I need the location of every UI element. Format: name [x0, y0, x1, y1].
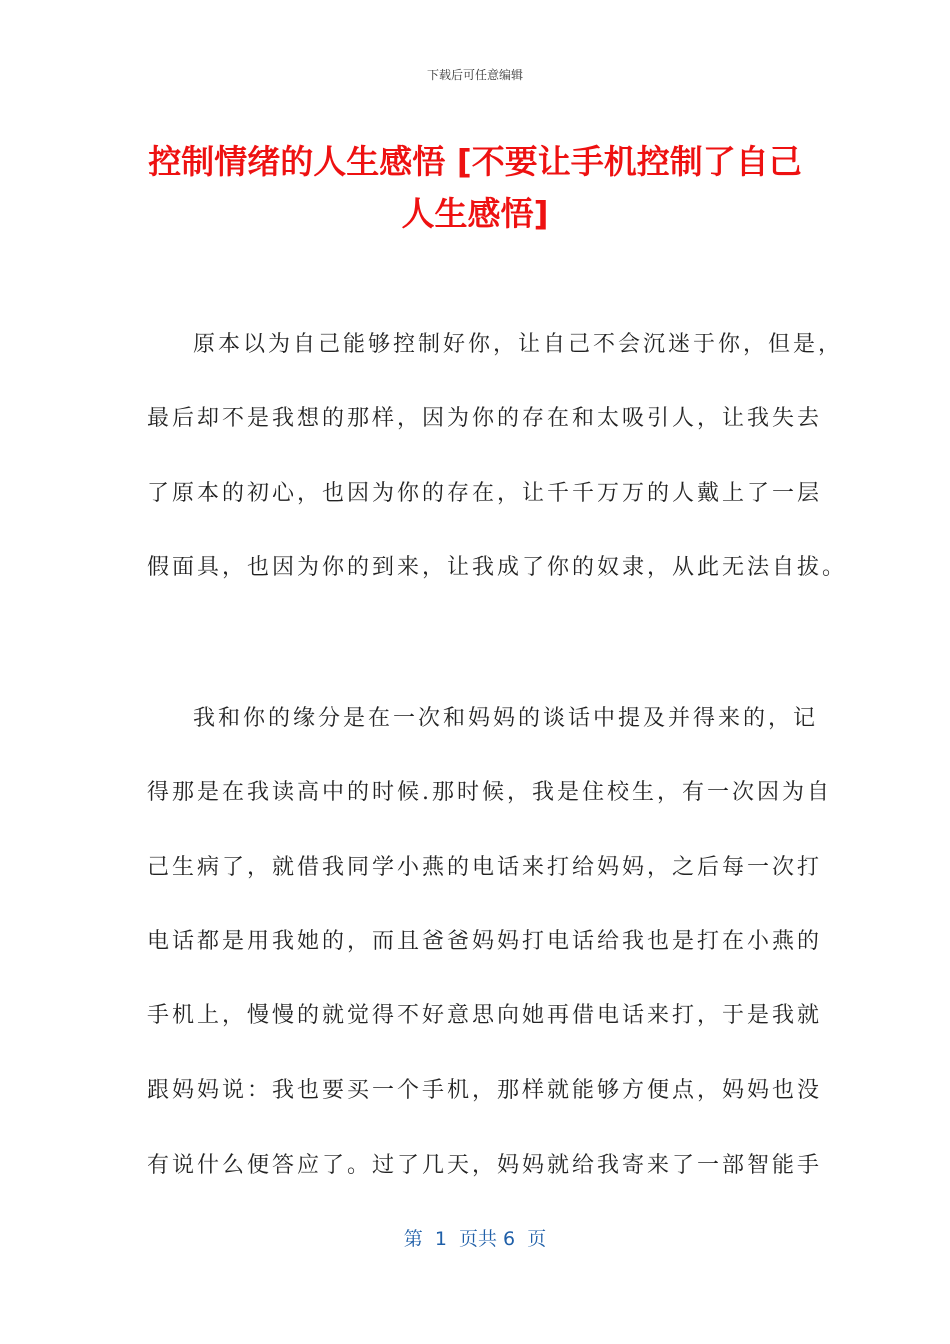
page-number-footer: 第 1 页共 6 页: [403, 1228, 547, 1250]
paragraph-line: 原本以为自己能够控制好你，让自己不会沉迷于你，但是，: [193, 332, 844, 357]
paragraph-line: 电话都是用我她的，而且爸爸妈妈打电话给我也是打在小燕的: [147, 929, 823, 954]
page-header: 下载后可任意编辑: [426, 68, 523, 82]
paragraph-line: 我和你的缘分是在一次和妈妈的谈话中提及并得来的，记: [193, 706, 819, 731]
paragraph-line: 跟妈妈说：我也要买一个手机，那样就能够方便点，妈妈也没: [147, 1078, 823, 1103]
paragraph-line: 假面具，也因为你的到来，让我成了你的奴隶，从此无法自拔。: [147, 555, 848, 580]
paragraph-line: 有说什么便答应了。过了几天，妈妈就给我寄来了一部智能手: [147, 1153, 823, 1178]
title-line-1: 控制情绪的人生感悟 [不要让手机控制了自己: [148, 142, 802, 181]
paragraph-line: 了原本的初心，也因为你的存在，让千千万万的人戴上了一层: [147, 481, 823, 506]
paragraph-line: 得那是在我读高中的时候.那时候，我是住校生，有一次因为自: [147, 780, 832, 805]
paragraph-line: 最后却不是我想的那样，因为你的存在和太吸引人，让我失去: [147, 406, 823, 431]
paragraph-line: 手机上，慢慢的就觉得不好意思向她再借电话来打，于是我就: [147, 1003, 823, 1028]
title-line-2: 人生感悟]: [401, 194, 549, 233]
document-title: [120, 136, 830, 240]
paragraph-line: 己生病了，就借我同学小燕的电话来打给妈妈，之后每一次打: [147, 855, 823, 880]
